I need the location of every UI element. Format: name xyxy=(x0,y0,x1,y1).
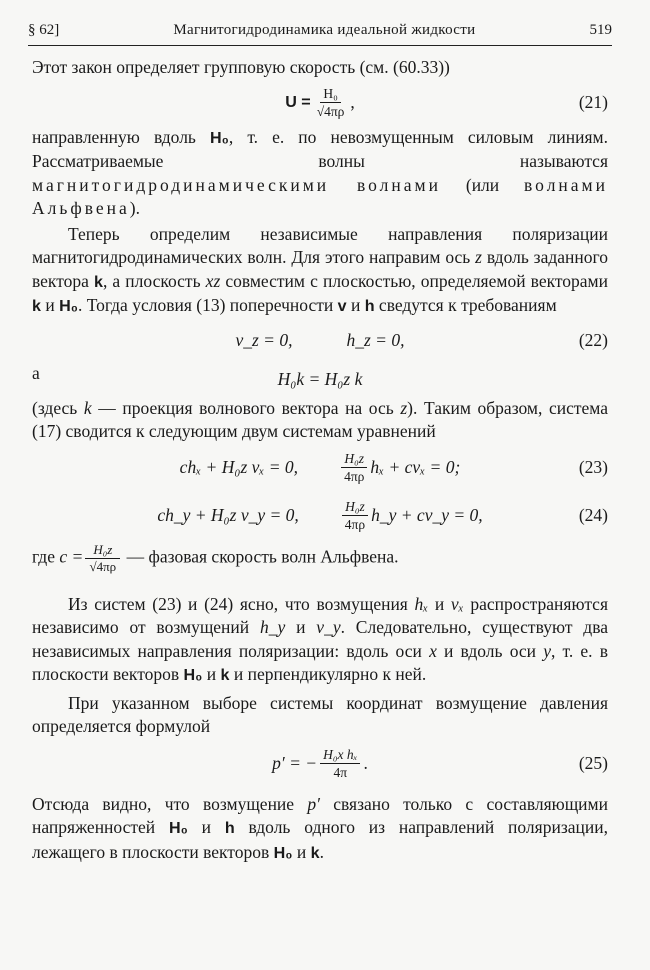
a-label: а xyxy=(32,362,40,383)
paragraph-6: Из систем (23) и (24) ясно, что возмущения hₓ и vₓ распространяются независимо от возмущений h_y и v_y. Следовательно, существуют два независимых направления поляризации: вдоль оси x и вдоль оси y, т. е. в плоскости векторов H₀ и k и перпендикулярно к ней. xyxy=(32,593,608,684)
paragraph-3: Теперь определим независимые направления поляризации магнитогидродинамических волн. Для этого направим ось z вдоль заданного вектора k, а плоскость xz совместим с плоскостью, определяемой векторами k и H₀. Тогда условия (13) поперечности v и h сведутся к требованиям xyxy=(32,223,608,315)
running-title: Магнитогидродинамика идеальной жидкости xyxy=(173,22,476,38)
eq21-lhs: U = xyxy=(285,93,311,111)
eq23-number: (23) xyxy=(578,457,608,477)
paragraph-8: Отсюда видно, что возмущение p′ связано только с составляющими напряженностей H₀ и h вдоль одного из направлений поляризации, лежащего в плоскости векторов H₀ и k. xyxy=(32,793,608,862)
eq21-number: (21) xyxy=(578,92,608,112)
eq22-number: (22) xyxy=(578,330,608,350)
paragraph-1: Этот закон определяет групповую скорость (см. (60.33)) xyxy=(32,57,450,77)
eq24-number: (24) xyxy=(578,505,608,525)
equation-24: ch_y + H₀z v_y = 0, $\frac{\text{H₀z}}{4\pi\rho}$ h_y + cv_y = 0, (24) xyxy=(157,499,608,532)
equation-25: p′ = − $\frac{\text{H₀x hₓ}}{4\pi}$ . (25) xyxy=(272,747,608,780)
equation-21: U = $\frac{\text{H₀}}{√4\pi\rho}$ , (21) xyxy=(285,86,608,119)
section-ref: § 62] xyxy=(28,22,60,38)
equation-23: chₓ + H₀z vₓ = 0, $\frac{\text{H₀z}}{4\pi\rho}$ hₓ + cvₓ = 0; (23) xyxy=(179,451,608,484)
paragraph-4: (здесь k — проекция волнового вектора на ось z). Таким образом, система (17) сводится к следующим двум системам уравнений xyxy=(32,397,609,441)
equation-22: v_z = 0, h_z = 0, (22) xyxy=(235,330,608,350)
page xyxy=(28,22,612,865)
paragraph-2: направленную вдоль H₀, т. е. по невозмущенным силовым линиям. Рассматриваемые волны называются магнитогидродинамическими волнами (или волнами Альфвена). xyxy=(32,126,608,218)
paragraph-5: где c = $\frac{\text{H₀z}}{√4\pi\rho}$ — фазовая скорость волн Альфвена. xyxy=(32,541,399,574)
page-number: 519 xyxy=(589,22,612,38)
eq21-fraction: $\frac{\text{H₀}}{√4\pi\rho}$ xyxy=(316,86,345,119)
equation-h0k: а H₀k = H₀z k xyxy=(32,362,363,389)
eq25-number: (25) xyxy=(578,753,608,773)
paragraph-7: При указанном выборе системы координат возмущение давления определяется формулой xyxy=(32,692,608,736)
running-header xyxy=(28,22,612,46)
